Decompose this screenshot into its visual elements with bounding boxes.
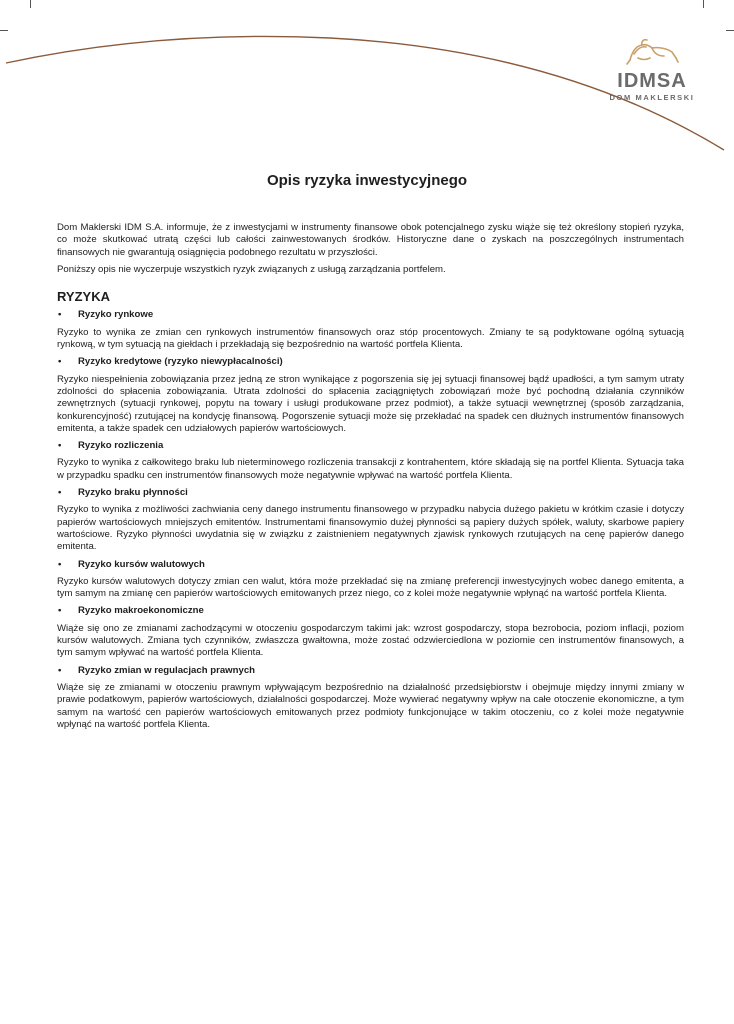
risk-heading-label: Ryzyko rozliczenia: [78, 440, 164, 452]
risk-heading: [57, 487, 684, 499]
risk-heading: [57, 309, 684, 321]
risk-heading-label: Ryzyko kursów walutowych: [78, 558, 205, 570]
risk-heading: [57, 665, 684, 677]
risk-heading-label: Ryzyko rynkowe: [78, 309, 154, 321]
risk-description: Ryzyko kursów walutowych dotyczy zmian cen walut, która może przekładać się na zmianę preferencji inwestycyjnych wobec danego emitenta, a tym samym na zmianę cen papierów wartościowych emitowanych przez niego, co z kolei może negatywnie wpłynąć na wartość portfela Klienta.: [57, 575, 684, 600]
risk-description: Ryzyko to wynika z całkowitego braku lub nieterminowego rozliczenia transakcji z kontrahentem, które składają się na portfel Klienta. Sytuacja taka w przypadku spadku cen instrumentów finansowych może negatywnie wpływać na wartość portfela Klienta.: [57, 457, 684, 481]
intro-paragraph: Poniższy opis nie wyczerpuje wszystkich ryzyk związanych z usługą zarządzania portfelem.: [57, 263, 446, 275]
risk-heading: [57, 605, 684, 617]
risk-description: Wiąże się ono ze zmianami zachodzącymi w otoczeniu gospodarczym takimi jak: wzrost gospodarczy, stopa bezrobocia, poziom inflacji, poziom kursów walutowych. Zmiana tych czynników, zwłaszcza gwałtowna, może zostać odzwierciedlona w poziomie cen instrumentów finansowych, a tym samym wpływać na wartość portfela Klienta.: [57, 622, 684, 659]
logo-name: IDMSA: [617, 70, 687, 92]
bullet: •: [58, 664, 62, 676]
lion-icon: [624, 36, 680, 70]
risk-heading-label: Ryzyko braku płynności: [78, 487, 188, 499]
risk-heading-label: Ryzyko zmian w regulacjach prawnych: [78, 664, 256, 676]
bullet: •: [58, 487, 62, 499]
bullet: •: [58, 605, 62, 617]
risk-description: Ryzyko to wynika z możliwości zachwiania ceny danego instrumentu finansowego w przypadku nabycia dużego pakietu w krótkim czasie i dotyczy papierów wartościowych mniejszych emitentów. Instrumentami finansowymio dużej płynności są papiery dużych spółek, waluty, skarbowe papiery wartościowe. Ryzyko płynności uwydatnia się w związku z zaistnieniem negatywnych zjawisk rynkowych rzutujących na cenę papierów danego emitenta.: [57, 504, 684, 553]
risk-description: Ryzyko to wynika ze zmian cen rynkowych instrumentów finansowych oraz stóp procentowych. Zmiany te są podyktowane ogólną sytuacją rynkową, w tym sytuacją na giełdach i przekładają się bezpośrednio na wartość portfela Klienta.: [57, 326, 684, 351]
risk-heading: [57, 559, 684, 571]
risk-description: Wiąże się ze zmianami w otoczeniu prawnym wpływającym bezpośrednio na działalność przedsiębiorstw i obejmuje między innymi zmiany w prawie podatkowym, papierów wartościowych, działalności gospodarczej. Może wywierać negatywny wpływ na całe otoczenie ekonomiczne, a tym samym na wartość cen papierów wartościowych emitowanych przez podmioty funkcjonujące w takim otoczeniu, co z kolei może negatywnie wpłynąć na wartość portfela Klienta.: [57, 681, 684, 730]
section-title: RYZYKA: [57, 289, 110, 305]
document-title: Opis ryzyka inwestycyjnego: [266, 172, 468, 189]
risk-heading: [57, 356, 684, 368]
intro-paragraph: Dom Maklerski IDM S.A. informuje, że z inwestycjami w instrumenty finansowe obok potencjalnego zysku wiąże się też określony stopień ryzyka, co może skutkować utratą części lub całości zainwestowanych środków. Historyczne dane o zyskach na poszczególnych instrumentach finansowych nie gwarantują osiągnięcia podobnego rezultatu w przyszłości.: [57, 222, 684, 258]
company-logo: [604, 36, 700, 102]
bullet: •: [58, 356, 62, 368]
risk-heading: [57, 440, 684, 452]
risk-heading-label: Ryzyko makroekonomiczne: [78, 605, 204, 617]
risk-description: Ryzyko niespełnienia zobowiązania przez jedną ze stron wynikające z pogorszenia się jej sytuacji finansowej bądź upadłości, a tym samym utraty zdolności do spłacenia zobowiązania. Utrata zdolności do spłacenia zaciągniętych zobowiązań może być pochodną działania czynników zewnętrznych (sytuacji rynkowej, popytu na towary i usługi produkowane przez podmiot), a także sytuacji wewnętrznej (sposób zarządzania, konkurencyjność) rzutującej na kondycję finansową. Pogorszenie sytuacji może się przekładać na spadek cen dłużnych instrumentów finansowych emitenta, a także spadek cen udziałowych papierów wartościowych.: [57, 373, 684, 434]
risk-heading-label: Ryzyko kredytowe (ryzyko niewypłacalności): [78, 356, 283, 368]
logo-subtitle: DOM MAKLERSKI: [609, 93, 695, 102]
document-body: [57, 222, 684, 736]
bullet: •: [58, 558, 62, 570]
bullet: •: [58, 309, 62, 321]
bullet: •: [58, 440, 62, 452]
